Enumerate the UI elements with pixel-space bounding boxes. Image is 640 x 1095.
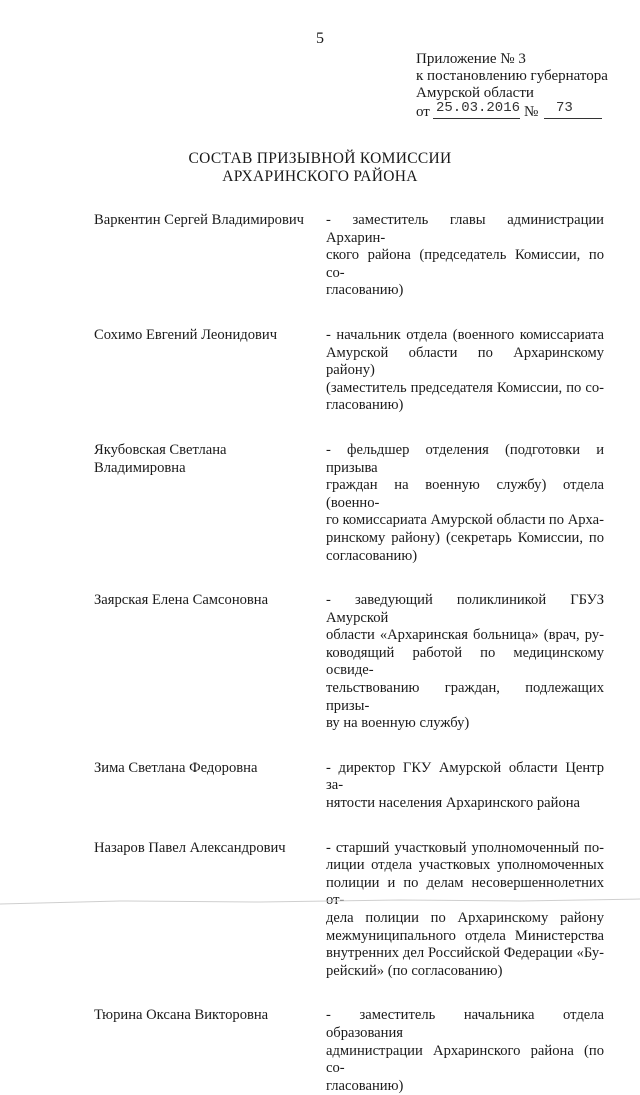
member-row — [94, 327, 604, 415]
member-role-line: внутренних дел Российской Федерации «Бу- — [326, 945, 604, 962]
member-name — [94, 442, 312, 565]
member-role-line: ского района (председатель Комиссии, по со- — [326, 247, 604, 281]
number-prefix: № — [524, 104, 539, 120]
member-name — [94, 1007, 312, 1095]
member-name — [94, 760, 312, 813]
member-role — [326, 327, 604, 415]
member-row — [94, 592, 604, 733]
appendix-title: Приложение № 3 — [416, 51, 526, 67]
member-role-line: - заместитель начальника отдела образования — [326, 1007, 604, 1041]
member-role-line: - заместитель главы администрации Архарин- — [326, 212, 604, 246]
member-role-line: области «Архаринская больница» (врач, ру- — [326, 627, 604, 644]
number-underline — [544, 118, 602, 119]
member-name-line: Заярская Елена Самсоновна — [94, 592, 269, 609]
member-name-line: Сохимо Евгений Леонидович — [94, 326, 278, 343]
member-role-line: гласованию) — [326, 1077, 404, 1094]
member-role-line: - начальник отдела (военного комиссариата — [326, 326, 604, 343]
member-role-line: межмуниципального отдела Министерства — [326, 927, 604, 944]
member-name-line: Зима Светлана Федоровна — [94, 759, 258, 776]
member-role-line: тельствованию граждан, подлежащих призы- — [326, 680, 604, 714]
member-name-line: Назаров Павел Александрович — [94, 839, 286, 856]
member-name — [94, 327, 312, 415]
member-role — [326, 840, 604, 981]
member-role-line: - старший участковый уполномоченный по- — [326, 839, 604, 856]
member-role — [326, 442, 604, 565]
member-row — [94, 840, 604, 981]
member-name-line: Якубовская Светлана — [94, 441, 227, 458]
date-value: 25.03.2016 — [436, 100, 521, 116]
member-role — [326, 760, 604, 813]
member-role — [326, 592, 604, 733]
document-title — [0, 150, 640, 186]
appendix-resolution: к постановлению губернатора — [416, 68, 608, 84]
member-role-line: лиции отдела участковых уполномоченных — [326, 857, 604, 874]
member-row — [94, 1007, 604, 1095]
member-row — [94, 212, 604, 300]
member-name-line: Владимировна — [94, 459, 186, 476]
member-role-line: - фельдшер отделения (подготовки и призыва — [326, 441, 604, 476]
member-name — [94, 212, 312, 300]
member-role-line: гласованию) — [326, 397, 404, 414]
date-underline — [433, 118, 520, 119]
title-line-1: СОСТАВ ПРИЗЫВНОЙ КОМИССИИ — [188, 150, 452, 167]
appendix-region: Амурской области — [416, 85, 534, 101]
member-role-line: (заместитель председателя Комиссии, по со- — [326, 379, 604, 396]
member-role-line: Амурской области по Архаринскому району) — [326, 344, 604, 379]
member-role-line: - заведующий поликлиникой ГБУЗ Амурской — [326, 592, 604, 626]
page-number: 5 — [316, 30, 324, 47]
member-role-line: полиции и по делам несовершеннолетних от- — [326, 874, 604, 909]
member-role-line: го комиссариата Амурской области по Арха- — [326, 512, 604, 529]
member-name — [94, 592, 312, 733]
member-role-line: рейский» (по согласованию) — [326, 962, 503, 979]
member-role-line: ководящий работой по медицинскому освиде- — [326, 644, 604, 679]
member-role — [326, 212, 604, 300]
member-name — [94, 840, 312, 981]
member-row — [94, 442, 604, 565]
member-name-line: Варкентин Сергей Владимирович — [94, 212, 304, 228]
title-line-2: АРХАРИНСКОГО РАЙОНА — [222, 168, 418, 185]
member-role — [326, 1007, 604, 1095]
number-value: 73 — [556, 100, 573, 116]
member-role-line: гласованию) — [326, 282, 404, 299]
appendix-block — [416, 51, 608, 121]
member-role-line: ву на военную службу) — [326, 715, 470, 732]
member-role-line: администрации Архаринского района (по со- — [326, 1042, 604, 1077]
scan-edge-artifact — [0, 890, 640, 905]
commission-members-list — [94, 212, 604, 1095]
member-role-line: - директор ГКУ Амурской области Центр за- — [326, 759, 604, 794]
member-role-line: нятости населения Архаринского района — [326, 795, 581, 812]
member-role-line: ринскому району) (секретарь Комиссии, по — [326, 529, 604, 546]
member-role-line: граждан на военную службу) отдела (военно- — [326, 477, 604, 511]
date-prefix: от — [416, 104, 430, 120]
member-name-line: Тюрина Оксана Викторовна — [94, 1007, 269, 1024]
member-role-line: дела полиции по Архаринскому району — [326, 910, 604, 926]
member-row — [94, 760, 604, 813]
member-role-line: согласованию) — [326, 547, 418, 564]
appendix-date-number-row — [416, 102, 608, 121]
